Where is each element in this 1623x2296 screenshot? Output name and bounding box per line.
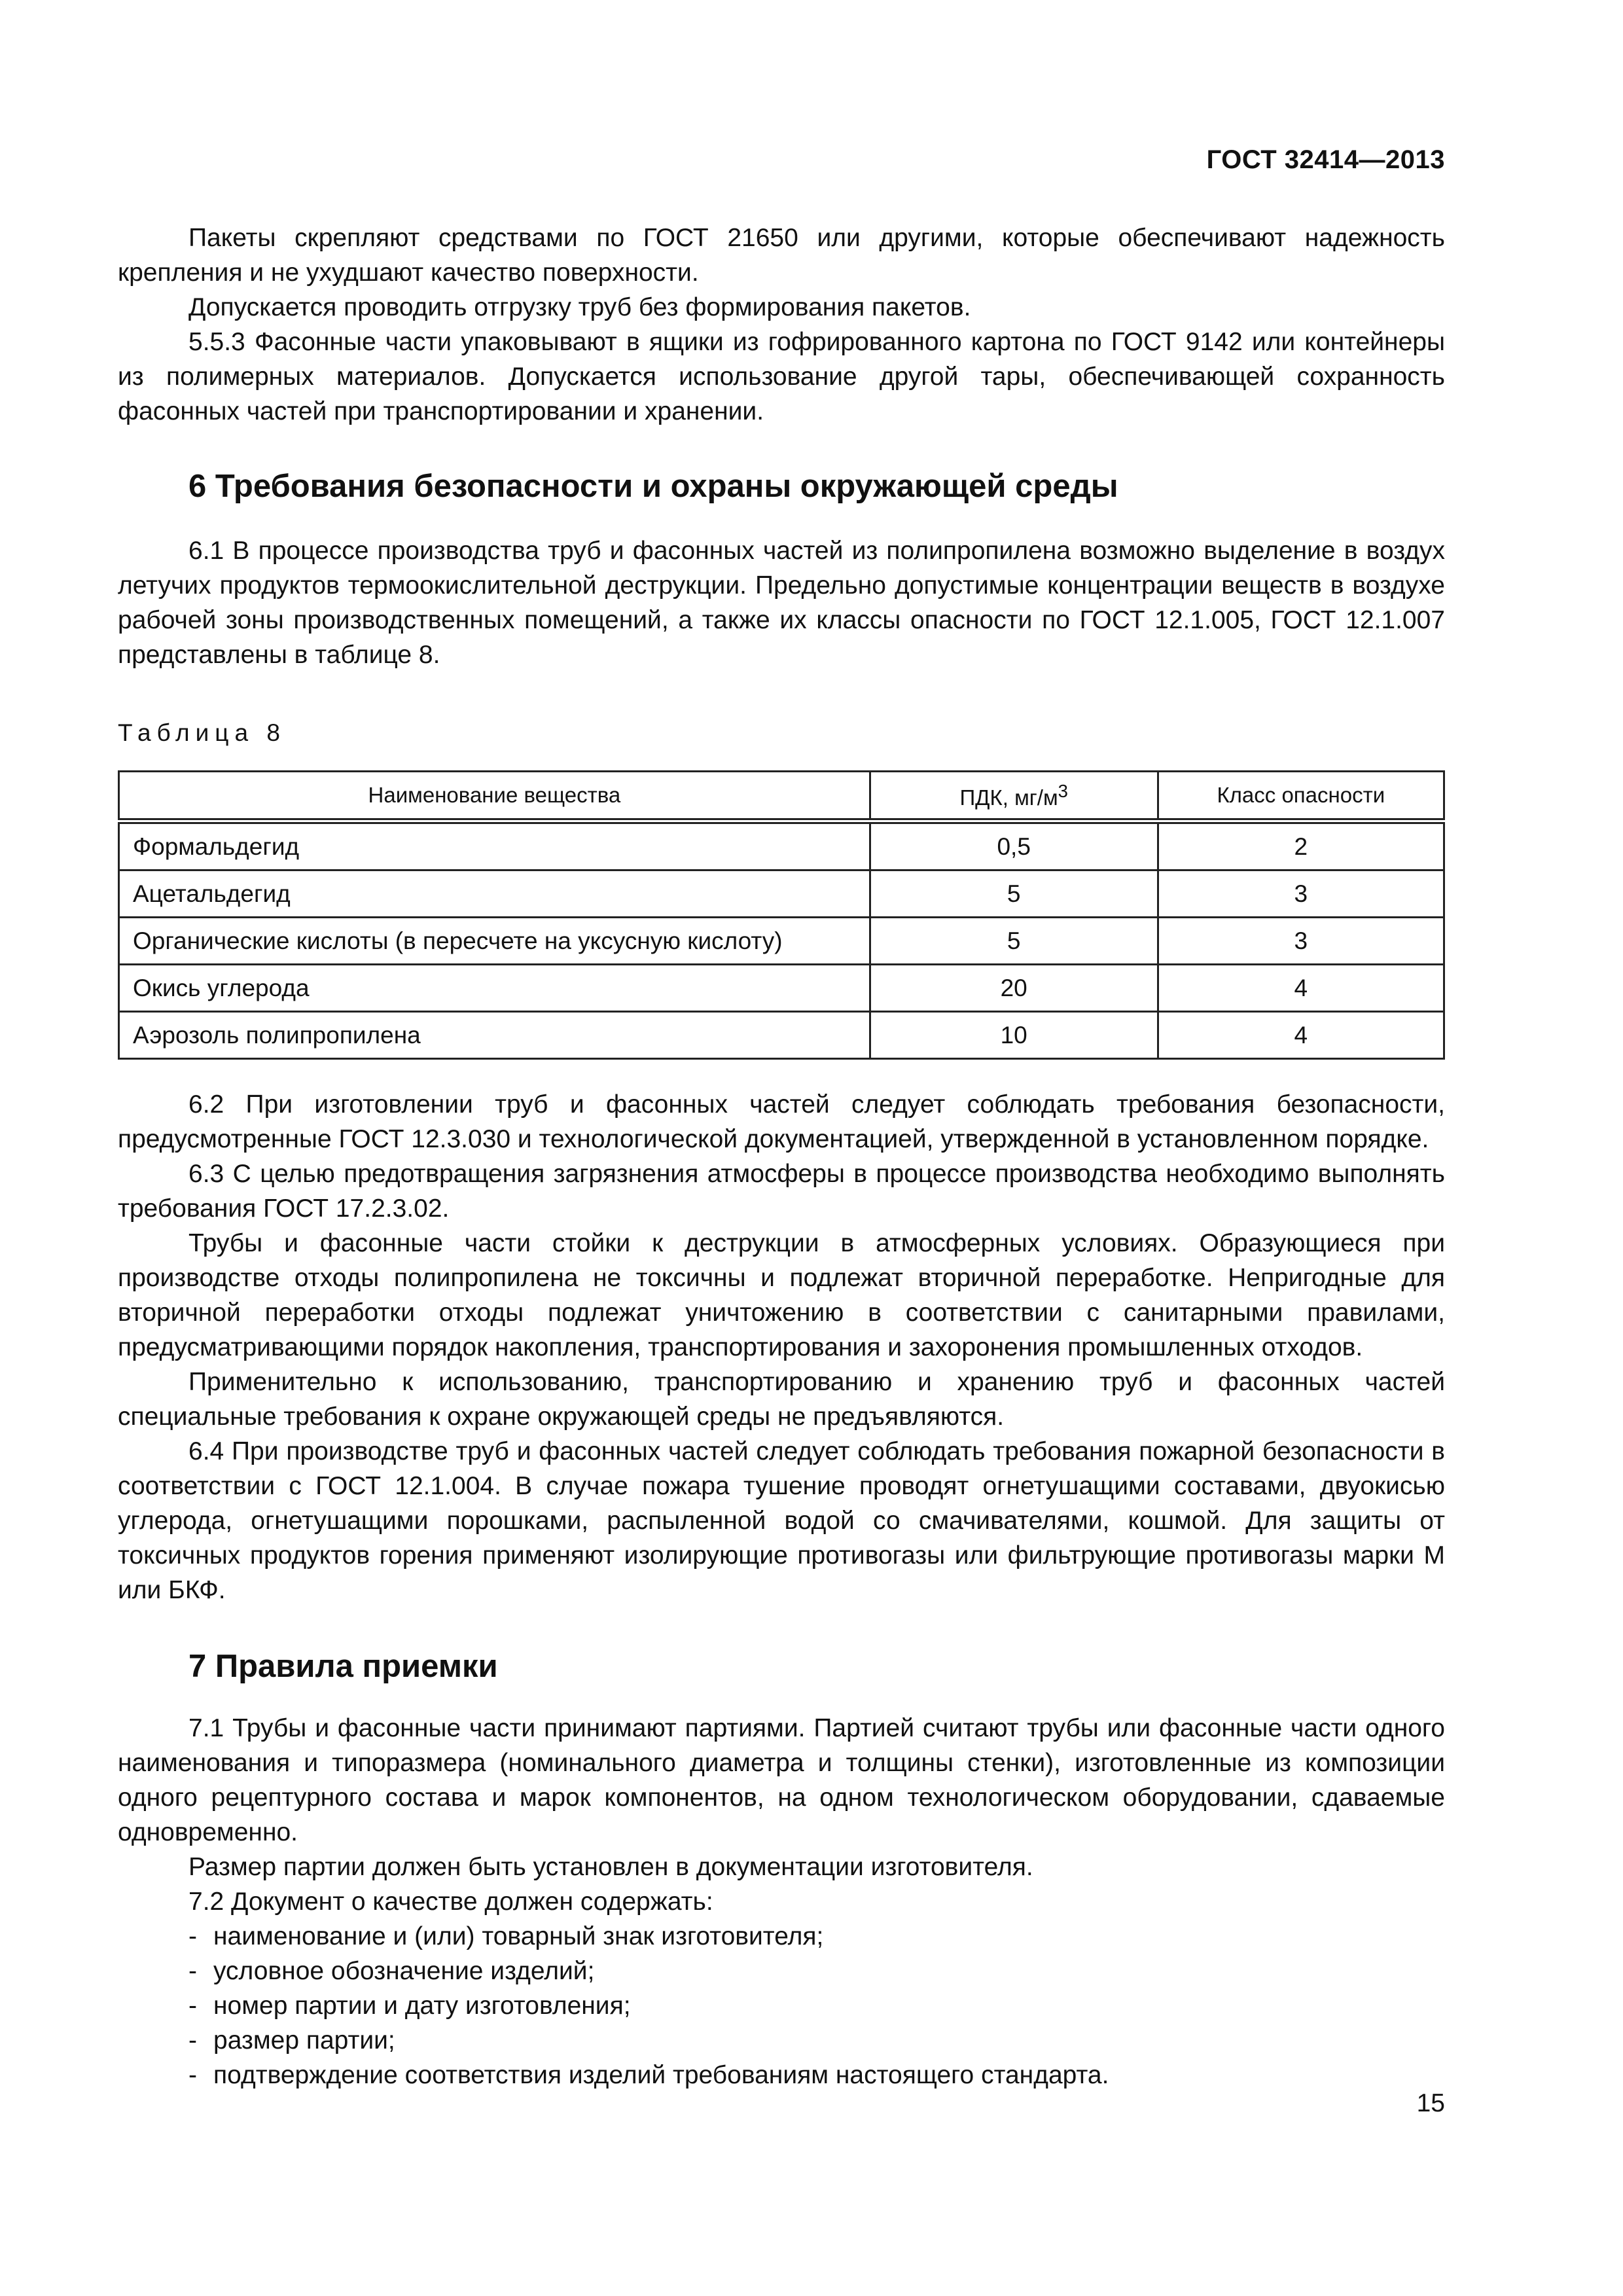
table-caption: Таблица 8 bbox=[118, 719, 286, 746]
section-7-heading: 7 Правила приемки bbox=[188, 1649, 498, 1684]
header-pdk-superscript: 3 bbox=[1058, 780, 1068, 801]
cell-substance: Формальдегид bbox=[119, 821, 870, 870]
list-item-text: условное обозначение изделий; bbox=[213, 1957, 595, 1985]
cell-pdk: 10 bbox=[870, 1012, 1158, 1059]
list-item-text: номер партии и дату изготовления; bbox=[213, 1992, 631, 2020]
paragraph-6-2: 6.2 При изготовлении труб и фасонных частей следует соблюдать требования безопасности, предусмотренные ГОСТ 12.3.030 и технологической документацией, утвержденной в установленном порядке. bbox=[118, 1090, 1445, 1153]
paragraph-6-3: 6.3 С целью предотвращения загрязнения атмосферы в процессе производства необходимо выполнять требования ГОСТ 17.2.3.02. bbox=[118, 1160, 1445, 1223]
cell-hazard: 2 bbox=[1158, 821, 1444, 870]
paragraph-waste: Трубы и фасонные части стойки к деструкции в атмосферных условиях. Образующиеся при производстве отходы полипропилена не токсичны и подлежат вторичной переработке. Непригодные для вторичной переработки отходы подлежат уничтожению в соответствии с санитарными правилами, предусматривающими порядок накопления, транспортирования и захоронения промышленных отходов. bbox=[118, 1229, 1445, 1361]
list-item bbox=[118, 2023, 1445, 2058]
paragraph-6-4: 6.4 При производстве труб и фасонных частей следует соблюдать требования пожарной безопасности в соответствии с ГОСТ 12.1.004. В случае пожара тушение проводят огнетушащими составами, двуокисью углерода, огнетушащими порошками, распыленной водой со смачивателями, кошмой. Для защиты от токсичных продуктов горения применяют изолирующие противогазы или фильтрующие противогазы марки М или БКФ. bbox=[118, 1437, 1445, 1604]
paragraph-special-requirements: Применительно к использованию, транспортированию и хранению труб и фасонных частей специальные требования к охране окружающей среды не предъявляются. bbox=[118, 1368, 1445, 1431]
cell-substance: Ацетальдегид bbox=[119, 870, 870, 918]
cell-hazard: 3 bbox=[1158, 918, 1444, 965]
cell-pdk: 0,5 bbox=[870, 821, 1158, 870]
list-item bbox=[118, 2058, 1445, 2092]
paragraph-5-5-3: 5.5.3 Фасонные части упаковывают в ящики из гофрированного картона по ГОСТ 9142 или контейнеры из полимерных материалов. Допускается использование другой тары, обеспечивающей сохранность фасонных частей при транспортировании и хранении. bbox=[118, 328, 1445, 425]
table-row bbox=[119, 965, 1444, 1012]
cell-pdk: 5 bbox=[870, 870, 1158, 918]
cell-substance: Окись углерода bbox=[119, 965, 870, 1012]
list-item-text: размер партии; bbox=[213, 2026, 395, 2054]
header-hazard-class: Класс опасности bbox=[1158, 772, 1444, 821]
table-header-row bbox=[119, 772, 1444, 821]
document-code-header: ГОСТ 32414—2013 bbox=[1206, 145, 1445, 174]
cell-hazard: 3 bbox=[1158, 870, 1444, 918]
list-item bbox=[118, 1988, 1445, 2023]
list-item bbox=[118, 1954, 1445, 1988]
page-number: 15 bbox=[1416, 2089, 1445, 2117]
paragraph-batch-size: Размер партии должен быть установлен в документации изготовителя. bbox=[188, 1853, 1033, 1881]
pdk-table bbox=[118, 770, 1445, 1060]
list-item-text: наименование и (или) товарный знак изготовителя; bbox=[213, 1922, 824, 1950]
table-row bbox=[119, 918, 1444, 965]
header-pdk bbox=[870, 772, 1158, 821]
header-substance: Наименование вещества bbox=[119, 772, 870, 821]
paragraph-packages-fastening: Пакеты скрепляют средствами по ГОСТ 21650 или другими, которые обеспечивают надежность крепления и не ухудшают качество поверхности. bbox=[118, 224, 1445, 287]
header-pdk-text: ПДК, мг/м bbox=[959, 785, 1058, 810]
list-item bbox=[118, 1919, 1445, 1954]
cell-pdk: 20 bbox=[870, 965, 1158, 1012]
table-row bbox=[119, 1012, 1444, 1059]
cell-substance: Аэрозоль полипропилена bbox=[119, 1012, 870, 1059]
paragraph-6-1: 6.1 В процессе производства труб и фасонных частей из полипропилена возможно выделение в воздух летучих продуктов термоокислительной деструкции. Предельно допустимые концентрации веществ в воздухе рабочей зоны производственных помещений, а также их классы опасности по ГОСТ 12.1.005, ГОСТ 12.1.007 представлены в таблице 8. bbox=[118, 537, 1445, 669]
paragraph-shipment-without-packages: Допускается проводить отгрузку труб без формирования пакетов. bbox=[188, 293, 971, 321]
section-6-heading: 6 Требования безопасности и охраны окружающей среды bbox=[188, 469, 1118, 504]
quality-document-list bbox=[118, 1919, 1445, 2092]
page-body bbox=[118, 0, 1445, 2092]
paragraph-7-2: 7.2 Документ о качестве должен содержать: bbox=[188, 1888, 713, 1916]
cell-pdk: 5 bbox=[870, 918, 1158, 965]
table-row bbox=[119, 870, 1444, 918]
list-item-text: подтверждение соответствия изделий требованиям настоящего стандарта. bbox=[213, 2061, 1109, 2089]
cell-substance: Органические кислоты (в пересчете на уксусную кислоту) bbox=[119, 918, 870, 965]
cell-hazard: 4 bbox=[1158, 965, 1444, 1012]
cell-hazard: 4 bbox=[1158, 1012, 1444, 1059]
paragraph-7-1: 7.1 Трубы и фасонные части принимают партиями. Партией считают трубы или фасонные части одного наименования и типоразмера (номинального диаметра и толщины стенки), изготовленные из композиции одного рецептурного состава и марок компонентов, на одном технологическом оборудовании, сдаваемые одновременно. bbox=[118, 1714, 1445, 1846]
table-row bbox=[119, 821, 1444, 870]
